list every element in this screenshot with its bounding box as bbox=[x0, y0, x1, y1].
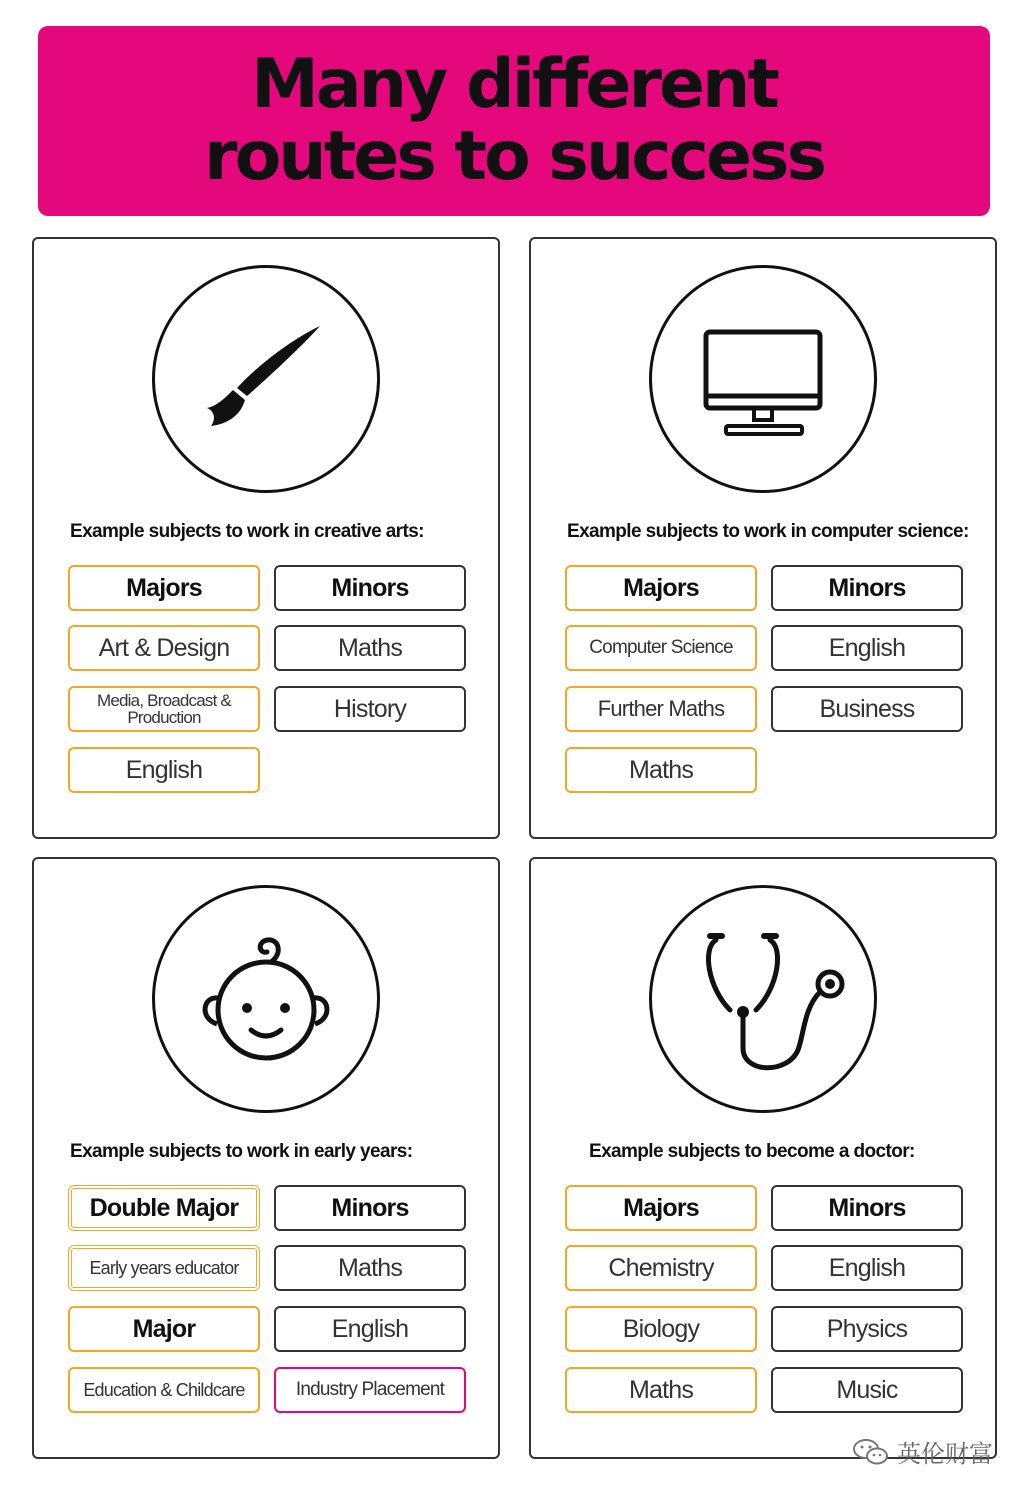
stethoscope-icon bbox=[652, 888, 874, 1110]
title-banner bbox=[38, 26, 990, 216]
card-subtitle: Example subjects to become a doctor: bbox=[589, 1141, 915, 1162]
major-subject: English bbox=[68, 747, 260, 793]
minors-header: Minors bbox=[274, 565, 466, 611]
icon-circle bbox=[649, 885, 877, 1113]
watermark-text: 英伦财富 bbox=[897, 1441, 993, 1468]
major-subject: Early years educator bbox=[68, 1245, 260, 1291]
majors-header: Majors bbox=[565, 565, 757, 611]
card-subtitle: Example subjects to work in creative arts: bbox=[70, 521, 424, 542]
minor-subject: English bbox=[771, 1245, 963, 1291]
computer-monitor-icon bbox=[652, 268, 874, 490]
major-subject: Computer Science bbox=[565, 625, 757, 671]
minor-subject: English bbox=[771, 625, 963, 671]
minor-subject: Maths bbox=[274, 1245, 466, 1291]
double-major-header: Double Major bbox=[68, 1185, 260, 1231]
major-subject: Art & Design bbox=[68, 625, 260, 671]
major-header: Major bbox=[68, 1306, 260, 1352]
major-subject: Maths bbox=[565, 747, 757, 793]
minor-subject: Business bbox=[771, 686, 963, 732]
minor-subject: Maths bbox=[274, 625, 466, 671]
baby-face-icon bbox=[155, 888, 377, 1110]
card-computer-science bbox=[529, 237, 997, 839]
card-doctor bbox=[529, 857, 997, 1459]
icon-circle bbox=[649, 265, 877, 493]
minor-subject: Physics bbox=[771, 1306, 963, 1352]
card-early-years bbox=[32, 857, 500, 1459]
icon-circle bbox=[152, 265, 380, 493]
major-subject: Education & Childcare bbox=[68, 1367, 260, 1413]
industry-placement: Industry Placement bbox=[274, 1367, 466, 1413]
title-line-2: routes to success bbox=[204, 117, 824, 196]
minor-subject: History bbox=[274, 686, 466, 732]
minors-header: Minors bbox=[771, 1185, 963, 1231]
card-creative-arts bbox=[32, 237, 500, 839]
icon-circle bbox=[152, 885, 380, 1113]
minors-header: Minors bbox=[274, 1185, 466, 1231]
major-subject: Media, Broadcast & Production bbox=[68, 686, 260, 732]
title-line-1: Many different bbox=[251, 45, 777, 124]
major-subject: Further Maths bbox=[565, 686, 757, 732]
minor-subject: English bbox=[274, 1306, 466, 1352]
wechat-icon bbox=[851, 1437, 891, 1467]
paintbrush-icon bbox=[155, 268, 377, 490]
major-subject: Maths bbox=[565, 1367, 757, 1413]
watermark bbox=[851, 1434, 993, 1469]
majors-header: Majors bbox=[565, 1185, 757, 1231]
major-subject: Chemistry bbox=[565, 1245, 757, 1291]
majors-header: Majors bbox=[68, 565, 260, 611]
card-subtitle: Example subjects to work in early years: bbox=[70, 1141, 413, 1162]
major-subject: Biology bbox=[565, 1306, 757, 1352]
card-subtitle: Example subjects to work in computer science: bbox=[567, 521, 969, 542]
minor-subject: Music bbox=[771, 1367, 963, 1413]
minors-header: Minors bbox=[771, 565, 963, 611]
